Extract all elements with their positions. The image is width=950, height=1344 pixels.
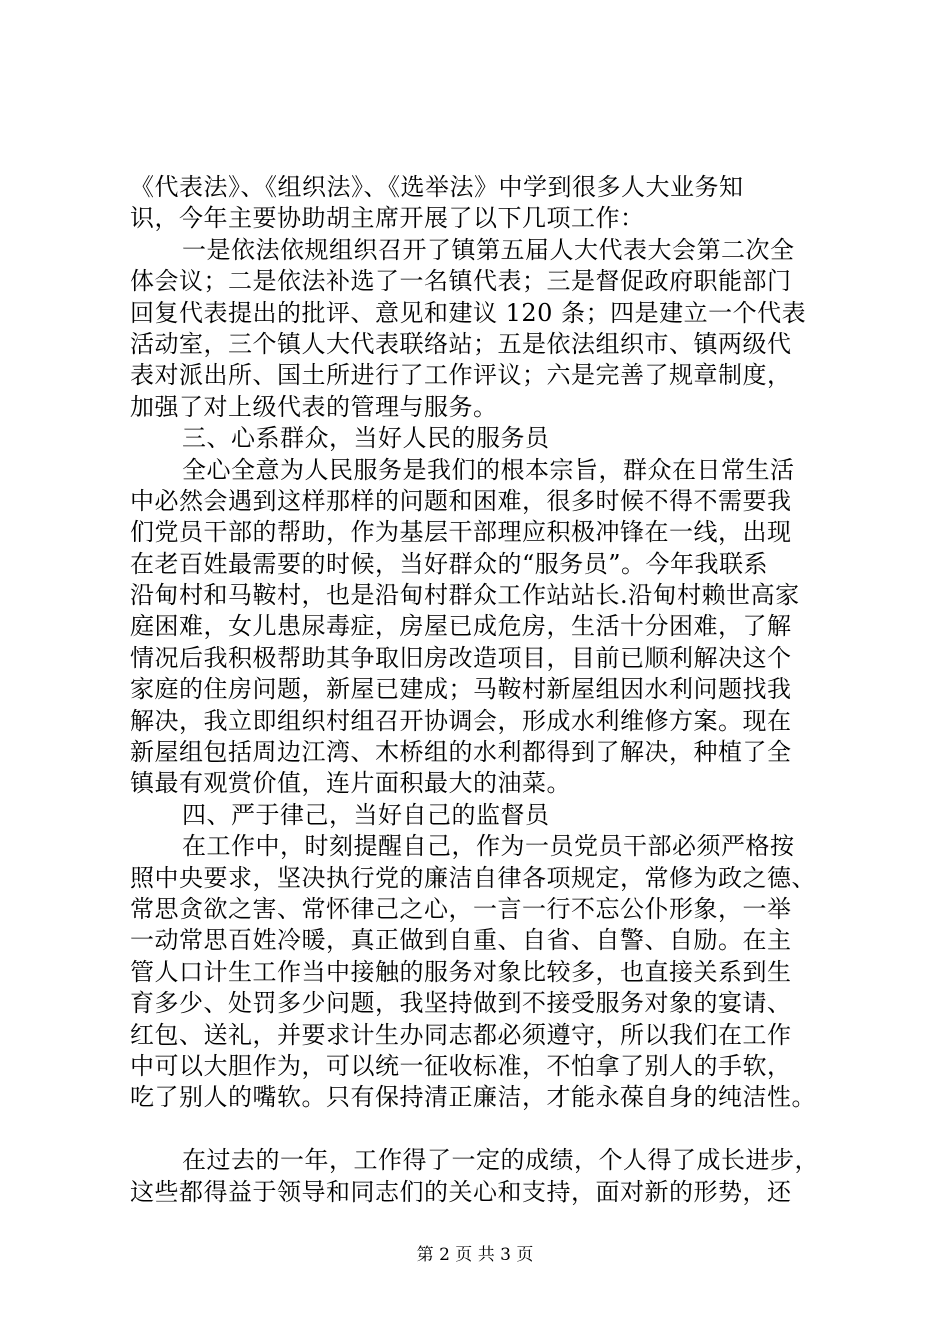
text-line: 加强了对上级代表的管理与服务。 [130, 392, 498, 421]
text-line: 回复代表提出的批评、意见和建议 120 条；四是建立一个代表 [130, 298, 807, 327]
text-line: 表对派出所、国土所进行了工作评议；六是完善了规章制度， [130, 361, 792, 390]
text-line: 镇最有观赏价值，连片面积最大的油菜。 [130, 769, 571, 798]
text-line: 一动常思百姓冷暖，真正做到自重、自省、自警、自励。在主 [130, 926, 792, 955]
text-line: 常思贪欲之害、常怀律己之心，一言一行不忘公仆形象，一举 [130, 894, 792, 923]
text-line: 照中央要求，坚决执行党的廉洁自律各项规定，常修为政之德、 [130, 863, 816, 892]
text-line: 活动室，三个镇人大代表联络站；五是依法组织市、镇两级代 [130, 329, 792, 358]
text-line: 这些都得益于领导和同志们的关心和支持，面对新的形势，还 [130, 1177, 792, 1206]
text-line: 庭困难，女儿患尿毒症，房屋已成危房，生活十分困难，了解 [130, 612, 792, 641]
text-line: 在老百姓最需要的时候，当好群众的“服务员”。今年我联系 [130, 549, 769, 578]
text-line: 吃了别人的嘴软。只有保持清正廉洁，才能永葆自身的纯洁性。 [130, 1083, 816, 1112]
text-line: 育多少、处罚多少问题，我坚持做到不接受服务对象的宴请、 [130, 989, 792, 1018]
section-heading: 三、心系群众，当好人民的服务员 [182, 424, 550, 453]
page-number-footer: 第 2 页 共 3 页 [416, 1245, 534, 1265]
text-line: 沿甸村和马鞍村，也是沿甸村群众工作站站长.沿甸村赖世高家 [130, 581, 800, 610]
text-line: 新屋组包括周边江湾、木桥组的水利都得到了解决，种植了全 [130, 738, 792, 767]
paragraph-start: 在工作中，时刻提醒自己，作为一员党员干部必须严格按 [182, 832, 795, 861]
paragraph-start: 在过去的一年，工作得了一定的成绩，个人得了成长进步， [182, 1146, 819, 1175]
text-line: 家庭的住房问题，新屋已建成；马鞍村新屋组因水利问题找我 [130, 675, 792, 704]
paragraph-start: 一是依法依规组织召开了镇第五届人大代表大会第二次全 [182, 235, 795, 264]
section-heading: 四、严于律己，当好自己的监督员 [182, 800, 550, 829]
document-body [130, 172, 830, 1208]
text-line: 《代表法》、《组织法》、《选举法》中学到很多人大业务知 [130, 173, 744, 201]
text-line: 们党员干部的帮助，作为基层干部理应积极冲锋在一线，出现 [130, 518, 792, 547]
text-line: 情况后我积极帮助其争取旧房改造项目，目前已顺利解决这个 [130, 643, 792, 672]
text-line: 解决，我立即组织村组召开协调会，形成水利维修方案。现在 [130, 706, 792, 735]
text-line: 识，今年主要协助胡主席开展了以下几项工作： [130, 204, 645, 233]
paragraph-start: 全心全意为人民服务是我们的根本宗旨，群众在日常生活 [182, 455, 795, 484]
text-line: 管人口计生工作当中接触的服务对象比较多，也直接关系到生 [130, 957, 792, 986]
text-line: 中必然会遇到这样那样的问题和困难，很多时候不得不需要我 [130, 486, 792, 515]
text-line: 体会议；二是依法补选了一名镇代表；三是督促政府职能部门 [130, 267, 792, 296]
text-line: 红包、送礼，并要求计生办同志都必须遵守，所以我们在工作 [130, 1020, 792, 1049]
text-line: 中可以大胆作为，可以统一征收标准，不怕拿了别人的手软， [130, 1051, 792, 1080]
paragraph-gap [130, 1114, 830, 1145]
